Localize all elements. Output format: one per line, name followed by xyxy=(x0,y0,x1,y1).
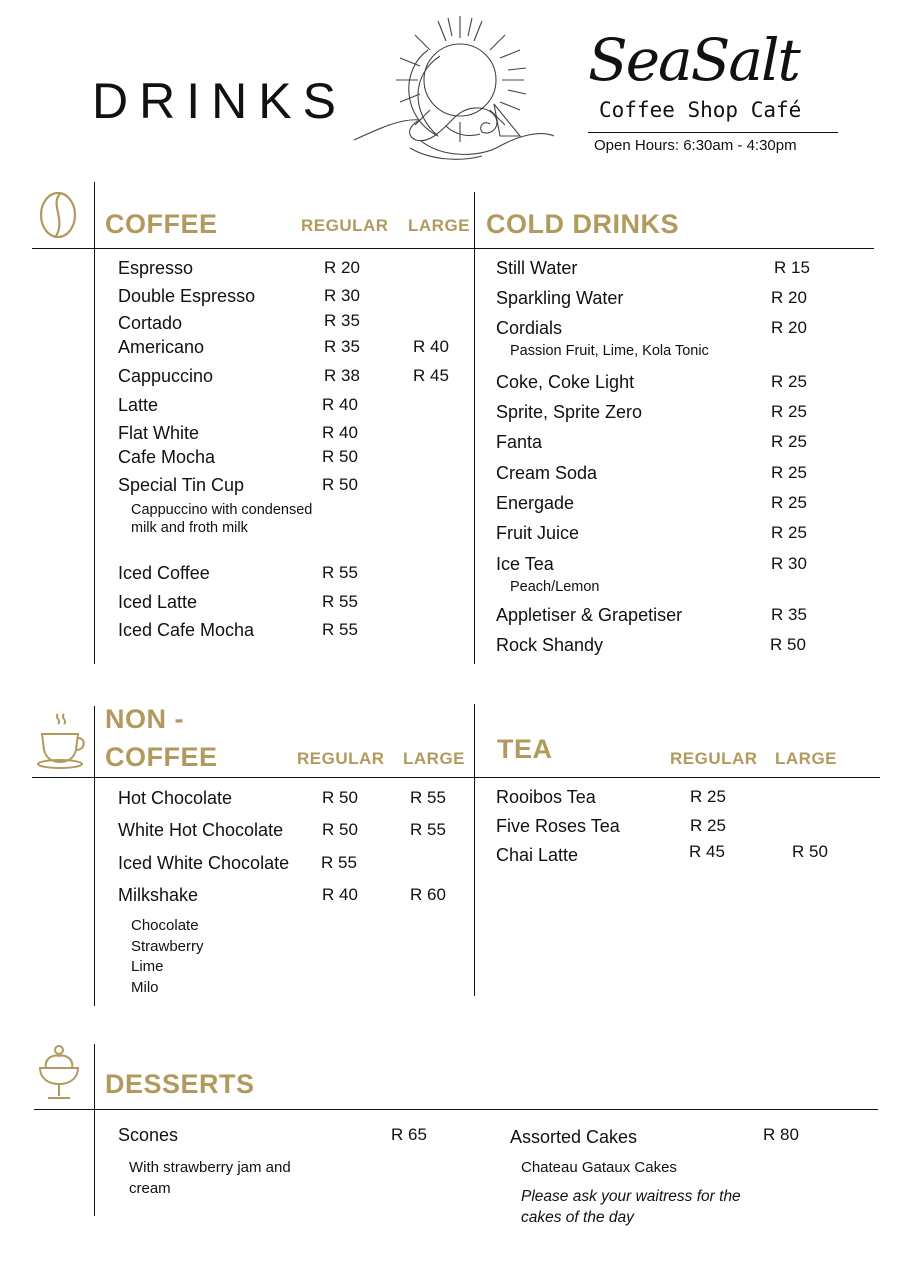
coffee-item-cortado: Cortado xyxy=(118,313,183,333)
price-regular: R 25 xyxy=(690,816,726,835)
center-divider-bottom xyxy=(474,704,475,996)
milkshake-flavour-list xyxy=(131,916,204,998)
price: R 20 xyxy=(771,318,807,337)
noncoffee-title-line1: NON - xyxy=(105,704,184,734)
desserts-divider-vertical xyxy=(94,1044,95,1216)
cold-item-sprite: Sprite, Sprite Zero xyxy=(496,402,643,422)
coffee-item-americano: Americano xyxy=(118,337,205,357)
cold-item-coke: Coke, Coke Light xyxy=(496,372,635,392)
cold-item-fruit-juice: Fruit Juice xyxy=(496,523,580,543)
cold-item-note: Peach/Lemon xyxy=(510,579,600,595)
dessert-item-note: With strawberry jam and cream xyxy=(129,1159,291,1197)
price-regular: R 35 xyxy=(324,337,360,356)
flavour-item: Milo xyxy=(131,978,159,996)
noncoffee-header-rule xyxy=(32,777,880,778)
price-regular: R 50 xyxy=(322,820,358,839)
noncoffee-item-iced-white-chocolate: Iced White Chocolate xyxy=(118,853,290,873)
noncoffee-item-milkshake: Milkshake xyxy=(118,885,199,905)
coffee-bean-icon xyxy=(36,190,80,240)
brand-divider xyxy=(588,132,838,133)
noncoffee-item-white-hot-chocolate: White Hot Chocolate xyxy=(118,820,284,840)
price-regular: R 40 xyxy=(322,885,358,904)
brand-tagline: Coffee Shop Café xyxy=(599,98,802,122)
coffee-cup-icon xyxy=(34,710,90,770)
tea-item-five-roses: Five Roses Tea xyxy=(496,816,620,836)
price: R 25 xyxy=(771,432,807,451)
cold-item-fanta: Fanta xyxy=(496,432,543,452)
price-large: R 50 xyxy=(792,842,828,861)
coffee-item-special-tin-cup: Special Tin Cup xyxy=(118,475,245,495)
price: R 65 xyxy=(391,1125,427,1144)
cold-item-energade: Energade xyxy=(496,493,575,513)
coffee-header-rule xyxy=(32,248,874,249)
center-divider-top xyxy=(474,192,475,664)
price: R 15 xyxy=(774,258,810,277)
price-regular: R 40 xyxy=(322,395,358,414)
price-regular: R 50 xyxy=(322,447,358,466)
price-large: R 55 xyxy=(410,788,446,807)
open-hours: Open Hours: 6:30am - 4:30pm xyxy=(594,137,797,154)
dessert-item-note: Chateau Gataux Cakes xyxy=(521,1159,677,1176)
price: R 25 xyxy=(771,463,807,482)
price-regular: R 30 xyxy=(324,286,360,305)
price-regular: R 45 xyxy=(689,842,725,861)
tea-regular-label: REGULAR xyxy=(670,749,758,768)
flavour-item: Chocolate xyxy=(131,917,199,934)
desserts-title: DESSERTS xyxy=(105,1069,255,1099)
tea-large-label: LARGE xyxy=(775,749,837,768)
sundae-icon xyxy=(36,1042,82,1102)
price: R 25 xyxy=(771,493,807,512)
coffee-item-cappuccino: Cappuccino xyxy=(118,366,214,386)
price-regular: R 55 xyxy=(322,592,358,611)
brand-name: SeaSalt xyxy=(588,26,799,94)
coffee-title: COFFEE xyxy=(105,209,218,239)
price-regular: R 55 xyxy=(322,563,358,582)
tea-item-chai-latte: Chai Latte xyxy=(496,845,579,865)
cold-item-note: Passion Fruit, Lime, Kola Tonic xyxy=(510,343,709,359)
tea-item-rooibos: Rooibos Tea xyxy=(496,787,596,807)
cold-item-cordials: Cordials xyxy=(496,318,563,338)
price-regular: R 40 xyxy=(322,423,358,442)
cold-item-rock-shandy: Rock Shandy xyxy=(496,635,604,655)
coffee-divider-vertical xyxy=(94,182,95,664)
noncoffee-title-line2: COFFEE xyxy=(105,742,218,772)
flavour-item: Lime xyxy=(131,958,164,975)
coffee-item-cafe-mocha: Cafe Mocha xyxy=(118,447,216,467)
coffee-item-flat-white: Flat White xyxy=(118,423,200,443)
cold-item-sparkling-water: Sparkling Water xyxy=(496,288,624,308)
noncoffee-divider-vertical xyxy=(94,706,95,1006)
coffee-item-latte: Latte xyxy=(118,395,159,415)
price: R 50 xyxy=(770,635,806,654)
coffee-item-iced-cafe-mocha: Iced Cafe Mocha xyxy=(118,620,255,640)
coffee-regular-label: REGULAR xyxy=(301,216,389,235)
price-regular: R 38 xyxy=(324,366,360,385)
cold-item-appletiser: Appletiser & Grapetiser xyxy=(496,605,683,625)
flavour-item: Strawberry xyxy=(131,937,204,955)
coffee-item-note: Cappuccino with condensed milk and froth milk xyxy=(131,502,313,536)
noncoffee-item-hot-chocolate: Hot Chocolate xyxy=(118,788,233,808)
price-regular: R 20 xyxy=(324,258,360,277)
desserts-header-rule xyxy=(34,1109,878,1110)
noncoffee-regular-label: REGULAR xyxy=(297,749,385,768)
price-regular: R 35 xyxy=(324,311,360,330)
price-regular: R 50 xyxy=(322,475,358,494)
price: R 25 xyxy=(771,372,807,391)
coffee-large-label: LARGE xyxy=(408,216,470,235)
price: R 25 xyxy=(771,523,807,542)
dessert-item-scones: Scones xyxy=(118,1125,179,1145)
sun-wave-logo-icon xyxy=(350,8,560,166)
cold-item-still-water: Still Water xyxy=(496,258,578,278)
coffee-item-espresso: Espresso xyxy=(118,258,194,278)
dessert-item-assorted-cakes: Assorted Cakes xyxy=(510,1127,638,1147)
price-large: R 60 xyxy=(410,885,446,904)
dessert-item-italic-note: Please ask your waitress for the cakes of the day xyxy=(521,1188,741,1226)
price-large: R 55 xyxy=(410,820,446,839)
cold-drinks-title: COLD DRINKS xyxy=(486,209,679,239)
price-regular: R 55 xyxy=(322,620,358,639)
price-regular: R 55 xyxy=(321,853,357,872)
coffee-item-iced-coffee: Iced Coffee xyxy=(118,563,210,583)
price: R 35 xyxy=(771,605,807,624)
page-title: DRINKS xyxy=(92,73,347,129)
price: R 20 xyxy=(771,288,807,307)
noncoffee-large-label: LARGE xyxy=(403,749,465,768)
price: R 25 xyxy=(771,402,807,421)
coffee-item-iced-latte: Iced Latte xyxy=(118,592,198,612)
price: R 30 xyxy=(771,554,807,573)
price-regular: R 25 xyxy=(690,787,726,806)
cold-item-ice-tea: Ice Tea xyxy=(496,554,554,574)
tea-title: TEA xyxy=(497,734,553,764)
price-large: R 45 xyxy=(413,366,449,385)
coffee-item-double-espresso: Double Espresso xyxy=(118,286,256,306)
price-regular: R 50 xyxy=(322,788,358,807)
price-large: R 40 xyxy=(413,337,449,356)
price: R 80 xyxy=(763,1125,799,1144)
cold-item-cream-soda: Cream Soda xyxy=(496,463,598,483)
